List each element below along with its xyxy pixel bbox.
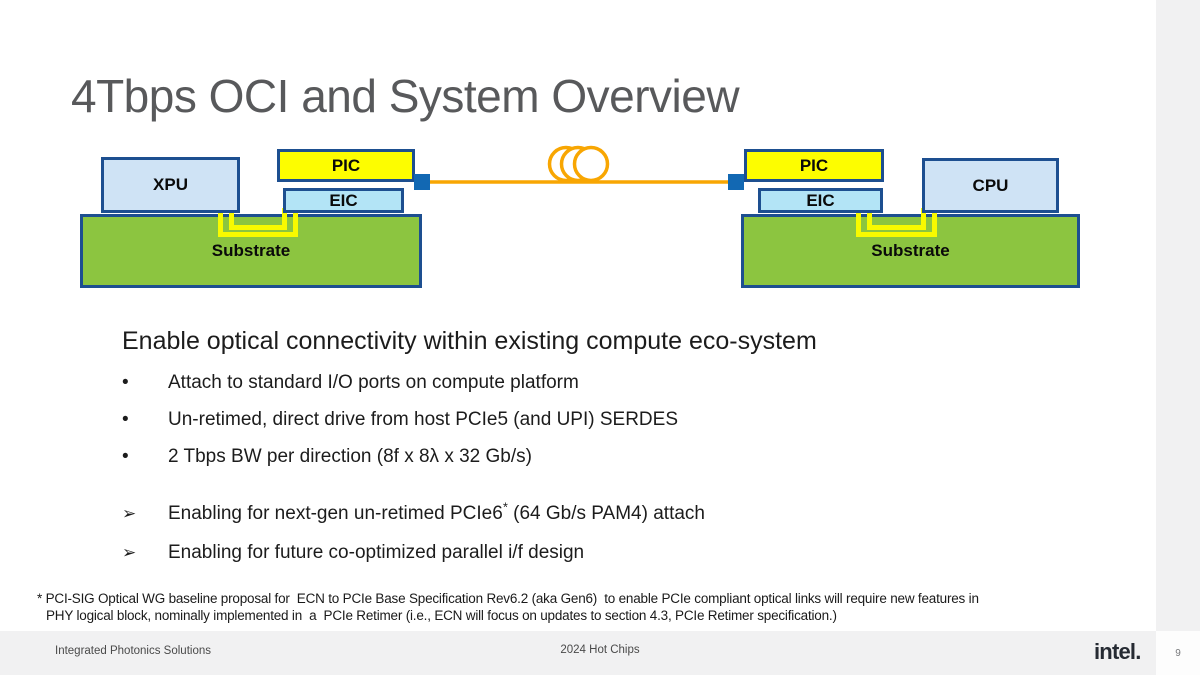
fiber-coil-loop-2 [562,148,595,181]
pic-chip-left [277,149,415,182]
footnote-line-1: * PCI-SIG Optical WG baseline proposal for ECN to PCIe Base Specification Rev6.2 (aka Gen6) to enable PCIe compliant optical links will require new features in [37,591,979,606]
fiber-coil-loop-3 [575,148,608,181]
footnote-asterisk: * [502,499,508,515]
footer-event-name: 2024 Hot Chips [560,644,640,656]
eic-left-label: EIC [329,190,358,210]
pic-right-label: PIC [799,155,829,175]
bullet-item [122,446,532,468]
arrow-bullet-item [122,499,705,525]
eic-right-label: EIC [806,190,835,210]
fiber-connector-right [728,174,744,190]
fiber-coil-loop-1 [550,148,583,181]
cpu-label: CPU [972,175,1009,195]
slide-title: 4Tbps OCI and System Overview [71,70,740,122]
page-number: 9 [1156,631,1200,675]
bullet-icon: • [122,409,129,430]
bullet-text: Attach to standard I/O ports on compute platform [168,372,579,393]
arrow-bullet-text: Enabling for future co-optimized parallel i/f design [168,542,585,563]
pic-chip-right [744,149,884,182]
eic-chip-left [283,188,404,213]
arrow-bullet-text: (64 Gb/s PAM4) attach [507,503,705,524]
substrate-right-label: Substrate [871,241,950,260]
section-heading: Enable optical connectivity within existing compute eco-system [122,327,817,355]
arrow-bullet-icon: ➢ [122,504,137,523]
footnote [37,591,979,624]
arrow-bullet-text: Enabling for next-gen un-retimed PCIe6 [168,503,503,524]
intel-logo: intel. [1094,639,1141,664]
pic-left-label: PIC [331,155,361,175]
bullet-item [122,409,678,431]
cpu-chip [922,158,1059,213]
bullet-item [122,372,579,394]
footnote-line-2: PHY logical block, nominally implemented in a PCIe Retimer (i.e., ECN will focus on updates to section 4.3, PCIe Retimer specification.) [46,607,837,623]
right-margin-strip [1156,0,1200,631]
bullet-icon: • [122,372,129,393]
bullet-text: 2 Tbps BW per direction (8f x 8λ x 32 Gb/s) [168,446,532,467]
fiber-connector-left [414,174,430,190]
footer-presentation-name: Integrated Photonics Solutions [55,645,211,657]
bullet-icon: • [122,446,129,467]
bullet-text: Un-retimed, direct drive from host PCIe5 (and UPI) SERDES [168,409,679,430]
arrow-bullet-item [122,542,584,564]
eic-chip-right [758,188,883,213]
arrow-bullet-icon: ➢ [122,543,137,562]
xpu-chip [101,157,240,213]
xpu-label: XPU [153,175,188,194]
substrate-left-label: Substrate [211,241,291,260]
